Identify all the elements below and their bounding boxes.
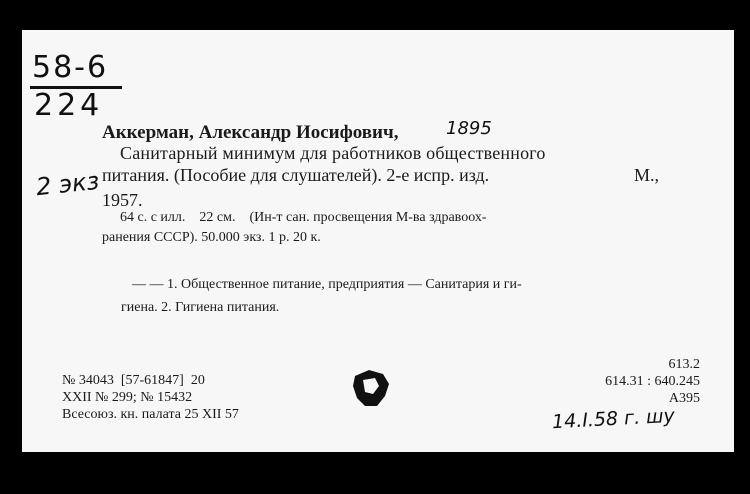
footer-right-line-2: 614.31 : 640.245	[605, 374, 700, 389]
footer-right-line-1: 613.2	[668, 357, 700, 372]
margin-note: 2 экз	[34, 166, 101, 202]
title-line-2: питания. (Пособие для слушателей). 2-е испр. изд.	[102, 165, 490, 185]
author-birth-year: 1895	[446, 118, 492, 139]
handwritten-date: 14.I.58 г. шу	[551, 404, 676, 434]
footer-left-line-1: № 34043 [57-61847] 20	[62, 373, 205, 388]
catalog-card	[22, 30, 734, 452]
footer-right-line-3: А395	[668, 391, 700, 406]
publication-year: 1957.	[102, 190, 143, 210]
ink-blot	[349, 366, 393, 410]
collation-line-2: ранения СССР). 50.000 экз. 1 р. 20 к.	[102, 230, 321, 245]
call-number-bottom: 224	[34, 88, 104, 123]
collation-line-1: 64 с. с илл. 22 см. (Ин-т сан. просвещения М-ва здравоох-	[120, 210, 487, 225]
subjects-line-2: гиена. 2. Гигиена питания.	[121, 300, 280, 315]
subjects-line-1: — — 1. Общественное питание, предприятия — Санитария и ги-	[132, 277, 522, 292]
footer-left-line-3: Всесоюз. кн. палата 25 XII 57	[62, 407, 239, 422]
author-heading: Аккерман, Александр Иосифович,	[102, 122, 399, 143]
publication-place: М.,	[634, 165, 660, 185]
footer-left-line-2: XXII № 299; № 15432	[62, 390, 193, 405]
call-number-top: 58-6	[32, 50, 109, 85]
title-line-1: Санитарный минимум для работников общественного	[120, 143, 546, 163]
